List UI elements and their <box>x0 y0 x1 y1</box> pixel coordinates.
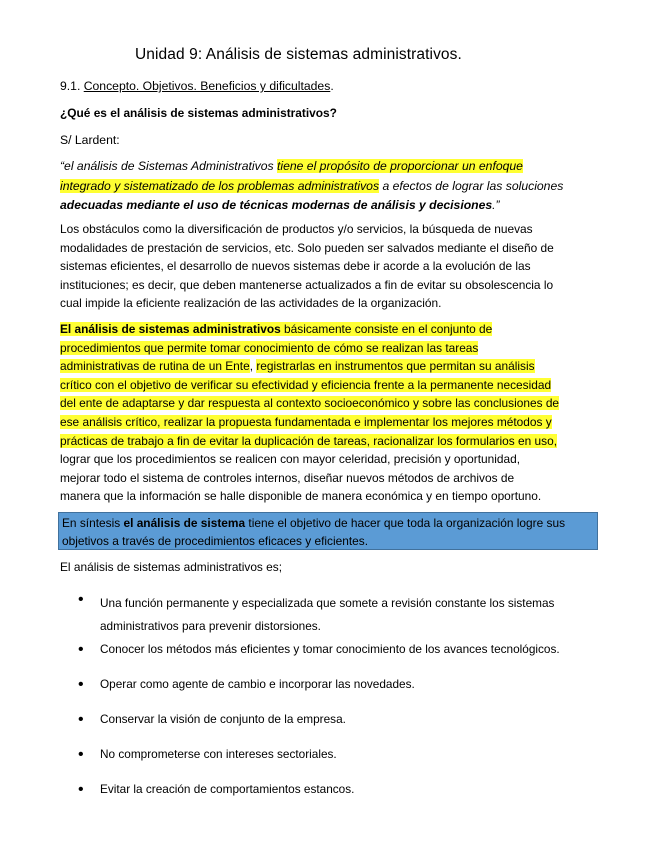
bullet-icon: • <box>78 676 84 693</box>
list-item <box>74 747 614 778</box>
section-end: . <box>330 79 334 93</box>
bullet-icon: • <box>78 781 84 798</box>
list-item-text: Operar como agente de cambio e incorporar las novedades. <box>100 677 415 691</box>
paragraph-line: mejorar todo el sistema de controles internos, diseñar nuevos métodos de archivos de <box>60 470 515 485</box>
list-item-text: Conocer los métodos más eficientes y tomar conocimiento de los avances tecnológicos. <box>100 642 560 656</box>
bullet-icon: • <box>78 641 84 658</box>
question-heading: ¿Qué es el análisis de sistemas administrativos? <box>60 106 337 120</box>
paragraph-line: manera que la información se halle disponible de manera económica y en tiempo oportuno. <box>60 489 542 504</box>
paragraph-line: Los obstáculos como la diversificación de productos y/o servicios, la búsqueda de nuevas <box>60 222 533 236</box>
section-number: 9.1. <box>60 79 84 93</box>
list-item-text: Evitar la creación de comportamientos estancos. <box>100 782 355 796</box>
paragraph-definition <box>60 320 600 506</box>
summary-box <box>58 512 598 550</box>
list-item <box>74 592 614 638</box>
paragraph-line: , <box>249 359 257 374</box>
section-heading <box>60 79 334 93</box>
bullet-list <box>74 588 614 813</box>
quote-text: a efectos de lograr las soluciones <box>379 178 564 193</box>
list-item-text: administrativos para prevenir distorsiones. <box>100 619 321 633</box>
summary-text: En síntesis <box>62 516 124 530</box>
paragraph-line: básicamente consiste en el conjunto de <box>280 322 493 336</box>
bullet-icon: • <box>78 746 84 763</box>
paragraph-line: modalidades de prestación de servicios, etc. Solo pueden ser salvados mediante el diseño de <box>60 240 554 255</box>
quote-highlight: integrado y sistematizado de los problemas administrativos <box>60 178 380 193</box>
list-intro: El análisis de sistemas administrativos es; <box>60 560 283 574</box>
paragraph-line: registrarlas en instrumentos que permitan su análisis <box>256 359 535 374</box>
paragraph-line: sistemas eficientes, el desarrollo de nuevos sistemas debe ir acorde a la evolución de las <box>60 259 531 274</box>
bullet-icon: • <box>78 591 84 608</box>
paragraph-line: instituciones; es decir, que deben mantenerse actualizados a fin de evitar su obsolescencia lo <box>60 277 554 292</box>
bullet-icon: • <box>78 711 84 728</box>
list-item-text: Conservar la visión de conjunto de la empresa. <box>100 712 346 726</box>
paragraph-line: prácticas de trabajo a fin de evitar la duplicación de tareas, racionalizar los formularios en uso, <box>60 433 558 448</box>
paragraph-line: ese análisis crítico, realizar la propuesta fundamentada e implementar los mejores métodos y <box>60 414 552 429</box>
paragraph-line: procedimientos que permite tomar conocimiento de cómo se realizan las tareas <box>60 340 479 355</box>
quote-bold: adecuadas mediante el uso de técnicas modernas de análisis y decisiones <box>60 198 493 212</box>
list-item <box>74 677 614 708</box>
paragraph-obstacles <box>60 220 600 313</box>
quote-text: “el análisis de Sistemas Administrativos <box>60 159 277 173</box>
summary-text: tiene el objetivo de hacer que toda la organización logre sus <box>245 516 566 530</box>
paragraph-line: cual impide la eficiente realización de las actividades de la organización. <box>60 296 442 311</box>
list-item-text: Una función permanente y especializada que somete a revisión constante los sistemas <box>100 596 555 610</box>
page-title: Unidad 9: Análisis de sistemas administrativos. <box>135 46 462 63</box>
quote-text: .” <box>492 198 500 212</box>
list-item-text: No comprometerse con intereses sectoriales. <box>100 747 337 761</box>
summary-text: objetivos a través de procedimientos eficaces y eficientes. <box>62 534 369 548</box>
section-title: Concepto. Objetivos. Beneficios y dificultades <box>83 79 331 93</box>
source-line: S/ Lardent: <box>60 133 120 147</box>
paragraph-line: administrativas de rutina de un Ente <box>60 359 250 374</box>
summary-bold: el análisis de sistema <box>123 516 246 530</box>
paragraph-line: crítico con el objetivo de verificar su efectividad y eficiencia frente a la permanente necesidad <box>60 377 552 392</box>
paragraph-line: del ente de adaptarse y dar respuesta al contexto socioeconómico y sobre las conclusiones de <box>60 396 560 411</box>
paragraph-line: lograr que los procedimientos se realicen con mayor celeridad, precisión y oportunidad, <box>60 452 521 467</box>
quote-block <box>60 157 600 216</box>
definition-bold: El análisis de sistemas administrativos <box>60 322 281 336</box>
quote-highlight: tiene el propósito de proporcionar un enfoque <box>276 159 523 173</box>
list-item <box>74 642 614 673</box>
list-item <box>74 782 614 813</box>
list-item <box>74 712 614 743</box>
